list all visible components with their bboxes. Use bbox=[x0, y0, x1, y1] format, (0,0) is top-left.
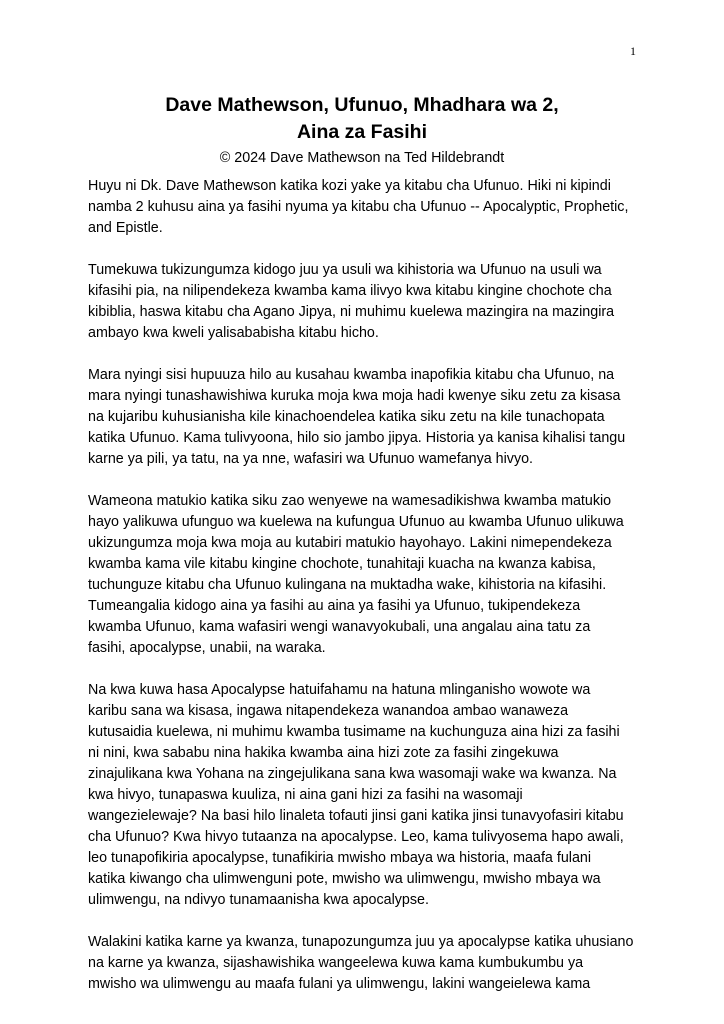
paragraph-line: cha Ufunuo? Kwa hivyo tutaanza na apocalypse. Leo, kama tulivyosema hapo awali, bbox=[88, 829, 624, 845]
document-body bbox=[88, 176, 636, 1016]
paragraph-2 bbox=[88, 260, 636, 344]
paragraph-line: katika kiwango cha ulimwenguni pote, mwisho wa ulimwengu, mwisho mbaya wa bbox=[88, 871, 601, 887]
paragraph-line: ukizungumza moja kwa moja au kutabiri matukio hayohayo. Lakini nimependekeza bbox=[88, 535, 612, 551]
paragraph-3 bbox=[88, 365, 636, 470]
paragraph-line: kwamba Ufunuo, kama wafasiri wengi wanavyokubali, una angalau aina tatu za bbox=[88, 619, 591, 635]
paragraph-line: kifasihi pia, na nilipendekeza kwamba kama ilivyo kwa kitabu kingine chochote cha bbox=[88, 283, 612, 299]
paragraph-line: tuchunguze kitabu cha Ufunuo kulingana na muktadha wake, kihistoria na kifasihi. bbox=[88, 577, 607, 593]
paragraph-line: ambayo kwa kweli yalisababisha kitabu hicho. bbox=[88, 325, 379, 341]
paragraph-6 bbox=[88, 932, 636, 995]
paragraph-line: ulimwengu, na ndivyo tunamaanisha kwa apocalypse. bbox=[88, 892, 429, 908]
paragraph-line: kwamba kama vile kitabu kingine chochote, tunahitaji kuacha na kwanza kabisa, bbox=[88, 556, 596, 572]
paragraph-line: Na kwa kuwa hasa Apocalypse hatuifahamu na hatuna mlinganisho wowote wa bbox=[88, 682, 591, 698]
document-title-line-1: Dave Mathewson, Ufunuo, Mhadhara wa 2, bbox=[165, 94, 559, 116]
paragraph-line: karne ya pili, ya tatu, na ya nne, wafasiri wa Ufunuo wamefanya hivyo. bbox=[88, 451, 534, 467]
document-title-line-2: Aina za Fasihi bbox=[296, 121, 428, 143]
paragraph-line: mwisho wa ulimwengu au maafa fulani ya ulimwengu, lakini wangeielewa kama bbox=[88, 976, 591, 992]
paragraph-line: wangezielewaje? Na basi hilo linaleta tofauti jinsi gani katika jinsi tunavyofasiri kitabu bbox=[88, 808, 624, 824]
paragraph-line: Mara nyingi sisi hupuuza hilo au kusahau kwamba inapofikia kitabu cha Ufunuo, na bbox=[88, 367, 615, 383]
paragraph-line: hayo yalikuwa ufunguo wa kuelewa na kufungua Ufunuo au kwamba Ufunuo ulikuwa bbox=[88, 514, 624, 530]
paragraph-line: ni nini, kwa sababu nina hakika kwamba aina hizi zote za fasihi zingekuwa bbox=[88, 745, 559, 761]
document-header bbox=[88, 92, 636, 169]
paragraph-line: na karne ya kwanza, sijashawishika wangeelewa kuwa kama kumbukumbu ya bbox=[88, 955, 584, 971]
paragraph-line: and Epistle. bbox=[88, 220, 163, 236]
paragraph-line: Huyu ni Dk. Dave Mathewson katika kozi yake ya kitabu cha Ufunuo. Hiki ni kipindi bbox=[88, 178, 611, 194]
paragraph-line: Tumekuwa tukizungumza kidogo juu ya usuli wa kihistoria wa Ufunuo na usuli wa bbox=[88, 262, 602, 278]
paragraph-line: katika Ufunuo. Kama tulivyoona, hilo sio jambo jipya. Historia ya kanisa kihalisi tangu bbox=[88, 430, 626, 446]
paragraph-line: kutusaidia kuelewa, ni muhimu kwamba tusimame na kuchunguza aina hizi za fasihi bbox=[88, 724, 620, 740]
page-number: 1 bbox=[630, 44, 636, 58]
paragraph-line: mara nyingi tunashawishiwa kuruka moja kwa moja hadi kwenye siku zetu za kisasa bbox=[88, 388, 621, 404]
paragraph-line: na kujaribu kuhusianisha kile kinachoendelea katika siku zetu na kile tunachopata bbox=[88, 409, 605, 425]
paragraph-line: kibiblia, haswa kitabu cha Agano Jipya, ni muhimu kuelewa mazingira na mazingira bbox=[88, 304, 615, 320]
paragraph-5 bbox=[88, 680, 636, 911]
paragraph-4 bbox=[88, 491, 636, 659]
paragraph-line: zinajulikana kwa Yohana na zingejulikana sana kwa wasomaji wake wa kwanza. Na bbox=[88, 766, 617, 782]
copyright-notice: © 2024 Dave Mathewson na Ted Hildebrandt bbox=[219, 150, 505, 166]
paragraph-line: karibu sana wa kisasa, ingawa nitapendekeza wanandoa ambao wanaweza bbox=[88, 703, 569, 719]
paragraph-1 bbox=[88, 176, 636, 239]
paragraph-line: kwa hivyo, tunapaswa kuuliza, ni aina gani hizi za fasihi na wasomaji bbox=[88, 787, 523, 803]
paragraph-line: Tumeangalia kidogo aina ya fasihi au aina ya fasihi ya Ufunuo, tukipendekeza bbox=[88, 598, 581, 614]
paragraph-line: namba 2 kuhusu aina ya fasihi nyuma ya kitabu cha Ufunuo -- Apocalyptic, Prophetic, bbox=[88, 199, 629, 215]
paragraph-line: Walakini katika karne ya kwanza, tunapozungumza juu ya apocalypse katika uhusiano bbox=[88, 934, 634, 950]
paragraph-line: fasihi, apocalypse, unabii, na waraka. bbox=[88, 640, 326, 656]
paragraph-line: leo tunapofikiria apocalypse, tunafikiria mwisho mbaya wa historia, maafa fulani bbox=[88, 850, 592, 866]
paragraph-line: Wameona matukio katika siku zao wenyewe na wamesadikishwa kwamba matukio bbox=[88, 493, 612, 509]
